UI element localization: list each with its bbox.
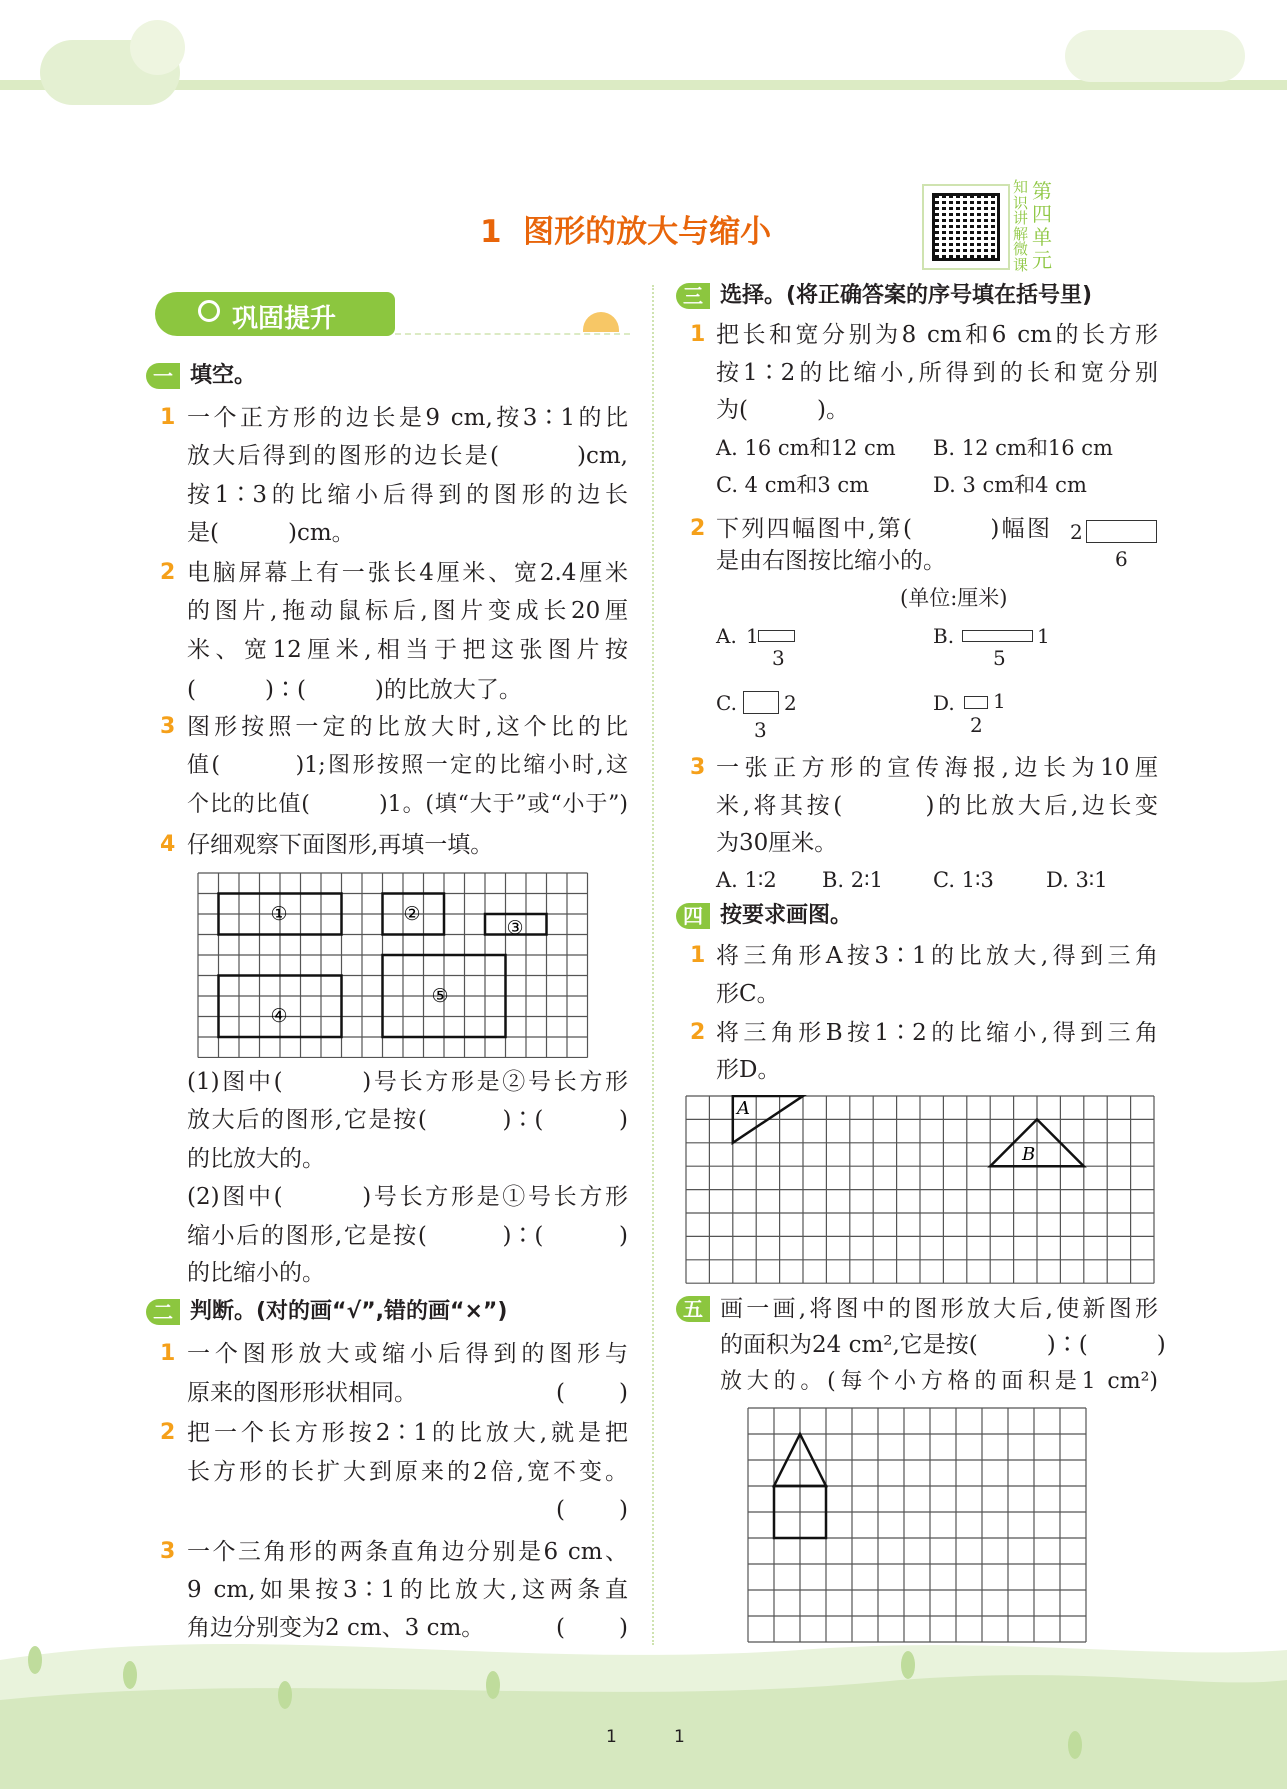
- grid-lines: [686, 1096, 1154, 1283]
- rectangle-grid-figure: [197, 872, 589, 1058]
- section-title: 按要求画图。: [720, 903, 853, 928]
- sun-decoration: [130, 20, 185, 75]
- option-c-letter[interactable]: C.: [716, 691, 737, 715]
- triangle-b-label: B: [1022, 1144, 1036, 1165]
- section-badge: 五: [676, 1296, 710, 1322]
- section-4-heading: [676, 900, 852, 932]
- question-number: 3: [690, 755, 706, 780]
- qr-frame: [922, 184, 1010, 270]
- section-3-heading: [676, 280, 1092, 312]
- qr-caption-unit: 第四单元: [1032, 179, 1052, 272]
- question-text: 的比缩小的。: [187, 1260, 325, 1286]
- question-text: 放大的。(每个小方格的面积是1 cm²): [720, 1369, 1158, 1394]
- question-number: 1: [160, 1341, 176, 1366]
- question-text: 长方形的长扩大到原来的2倍,宽不变。: [187, 1459, 628, 1485]
- label-1: ①: [270, 903, 288, 925]
- ref-height-label: 2: [1070, 520, 1083, 544]
- column-divider: [652, 285, 654, 1645]
- question-text: 是由右图按比缩小的。: [716, 548, 946, 574]
- option-b-height: 1: [1037, 624, 1050, 648]
- option-a[interactable]: A. 1∶2: [716, 868, 777, 892]
- option-d-height: 1: [993, 689, 1006, 713]
- question-text: 电脑屏幕上有一张长4厘米、宽2.4厘米: [187, 560, 628, 586]
- sunset-icon: [583, 312, 619, 332]
- label-3: ③: [506, 917, 524, 939]
- question-text: 下列四幅图中,第( )幅图: [716, 516, 1050, 542]
- question-text: 一个正方形的边长是9 cm,按3∶1的比: [187, 405, 628, 431]
- option-c[interactable]: C. 4 cm和3 cm: [716, 473, 870, 497]
- section-badge: 一: [146, 363, 180, 389]
- section-badge: 三: [676, 283, 710, 309]
- question-number: 3: [160, 1539, 176, 1564]
- question-number: 1: [160, 405, 176, 430]
- option-a-letter[interactable]: A.: [716, 624, 737, 648]
- landscape-decoration: [0, 1620, 1287, 1789]
- question-number: 1: [690, 943, 706, 968]
- option-b[interactable]: B. 12 cm和16 cm: [933, 436, 1113, 460]
- section-1-heading: [146, 360, 256, 392]
- label-5: ⑤: [431, 985, 449, 1007]
- question-number: 1: [690, 322, 706, 347]
- unit-note: (单位:厘米): [900, 586, 1008, 610]
- question-number: 2: [160, 560, 176, 585]
- option-c-width: 3: [754, 718, 767, 742]
- question-text: 角边分别变为2 cm、3 cm。: [187, 1615, 485, 1641]
- option-a-height: 1: [746, 624, 759, 648]
- question-text: 按1∶2的比缩小,所得到的长和宽分别: [716, 360, 1158, 386]
- option-d[interactable]: D. 3 cm和4 cm: [933, 473, 1087, 497]
- question-text: 图形按照一定的比放大时,这个比的比: [187, 714, 628, 740]
- question-number: 4: [160, 832, 176, 857]
- option-c[interactable]: C. 1∶3: [933, 868, 994, 892]
- qr-caption-micro-lesson: 知识讲解微课: [1013, 178, 1029, 274]
- question-text: (2)图中( )号长方形是①号长方形: [187, 1184, 628, 1210]
- section-2-heading: [146, 1296, 507, 1328]
- question-text: 按1∶3的比缩小后得到的图形的边长: [187, 482, 628, 508]
- question-text: 的比放大的。: [187, 1146, 325, 1172]
- question-number: 2: [690, 1020, 706, 1045]
- question-text: 值( )1;图形按照一定的比缩小时,这: [187, 753, 628, 778]
- answer-parentheses[interactable]: ( ): [556, 1615, 628, 1641]
- question-text: 个比的比值( )1。(填“大于”或“小于”): [187, 792, 628, 817]
- house-drawing-grid[interactable]: [747, 1407, 1088, 1643]
- section-title: 判断。(对的画“√”,错的画“×”): [190, 1299, 508, 1324]
- question-text: 9 cm,如果按3∶1的比放大,这两条直: [187, 1577, 628, 1603]
- banner-title: 巩固提升: [232, 304, 337, 334]
- question-text: 形C。: [716, 981, 780, 1007]
- page-number: 1: [674, 1727, 685, 1747]
- question-text: 形D。: [716, 1057, 781, 1083]
- question-text: 把一个长方形按2∶1的比放大,就是把: [187, 1420, 628, 1446]
- question-text: 的面积为24 cm²,它是按( )∶( ): [720, 1332, 1166, 1358]
- question-text: 原来的图形形状相同。: [187, 1380, 417, 1406]
- question-text: 放大后得到的图形的边长是( )cm,: [187, 443, 628, 469]
- question-text: 为( )。: [716, 397, 849, 423]
- grid-lines: [198, 873, 588, 1058]
- animals-decoration: [1065, 30, 1245, 82]
- answer-parentheses[interactable]: ( ): [556, 1380, 628, 1406]
- ref-width-label: 6: [1115, 547, 1128, 571]
- question-text: 一张正方形的宣传海报,边长为10厘: [716, 755, 1158, 781]
- label-4: ④: [270, 1005, 288, 1027]
- page-title: 1 图形的放大与缩小: [480, 214, 772, 250]
- question-text: 米,将其按( )的比放大后,边长变: [716, 793, 1158, 819]
- option-d-rectangle[interactable]: [964, 696, 988, 709]
- question-text: 米、宽12厘米,相当于把这张图片按: [187, 637, 628, 663]
- question-text: 将三角形A按3∶1的比放大,得到三角: [716, 943, 1158, 969]
- question-text: (1)图中( )号长方形是②号长方形: [187, 1069, 628, 1095]
- question-text: 画一画,将图中的图形放大后,使新图形: [720, 1296, 1158, 1322]
- option-b[interactable]: B. 2∶1: [822, 868, 883, 892]
- option-d-letter[interactable]: D.: [933, 691, 955, 715]
- question-text: ( )∶( )的比放大了。: [187, 677, 522, 703]
- question-number: 3: [160, 714, 176, 739]
- option-d[interactable]: D. 3∶1: [1046, 868, 1108, 892]
- banner-dashed-line: [395, 333, 630, 335]
- option-b-rectangle[interactable]: [962, 630, 1033, 642]
- question-number: 2: [160, 1420, 176, 1445]
- question-text: 一个图形放大或缩小后得到的图形与: [187, 1341, 628, 1367]
- grid-lines: [748, 1408, 1086, 1642]
- question-number: 2: [690, 516, 706, 541]
- section-5-heading: [676, 1293, 720, 1325]
- question-text: 缩小后的图形,它是按( )∶( ): [187, 1223, 628, 1249]
- option-d-width: 2: [970, 713, 983, 737]
- whale-eye-icon: [198, 300, 220, 322]
- answer-parentheses[interactable]: ( ): [556, 1497, 628, 1523]
- question-text: 一个三角形的两条直角边分别是6 cm、: [187, 1539, 628, 1565]
- option-b-letter[interactable]: B.: [933, 624, 955, 648]
- option-a-width: 3: [772, 646, 785, 670]
- section-badge: 二: [146, 1299, 180, 1325]
- question-text: 仔细观察下面图形,再填一填。: [187, 832, 494, 858]
- question-text: 为30厘米。: [716, 830, 838, 856]
- section-badge: 四: [676, 903, 710, 929]
- triangle-drawing-grid[interactable]: [685, 1095, 1157, 1285]
- question-text: 是( )cm。: [187, 520, 355, 546]
- question-text: 放大后的图形,它是按( )∶( ): [187, 1107, 628, 1133]
- question-text: 把长和宽分别为8 cm和6 cm的长方形: [716, 322, 1158, 348]
- option-a-rectangle[interactable]: [758, 630, 795, 642]
- label-2: ②: [403, 903, 421, 925]
- option-c-rectangle[interactable]: [743, 691, 779, 714]
- reference-rectangle: [1086, 520, 1157, 543]
- section-title: 选择。(将正确答案的序号填在括号里): [720, 283, 1093, 308]
- option-b-width: 5: [993, 646, 1006, 670]
- option-c-height: 2: [784, 691, 797, 715]
- question-text: 的图片,拖动鼠标后,图片变成长20厘: [187, 598, 628, 624]
- option-a[interactable]: A. 16 cm和12 cm: [716, 436, 896, 460]
- triangle-a-label: A: [737, 1098, 750, 1119]
- section-title: 填空。: [190, 363, 257, 388]
- question-text: 将三角形B按1∶2的比缩小,得到三角: [716, 1020, 1158, 1046]
- page-number: 1: [606, 1727, 617, 1747]
